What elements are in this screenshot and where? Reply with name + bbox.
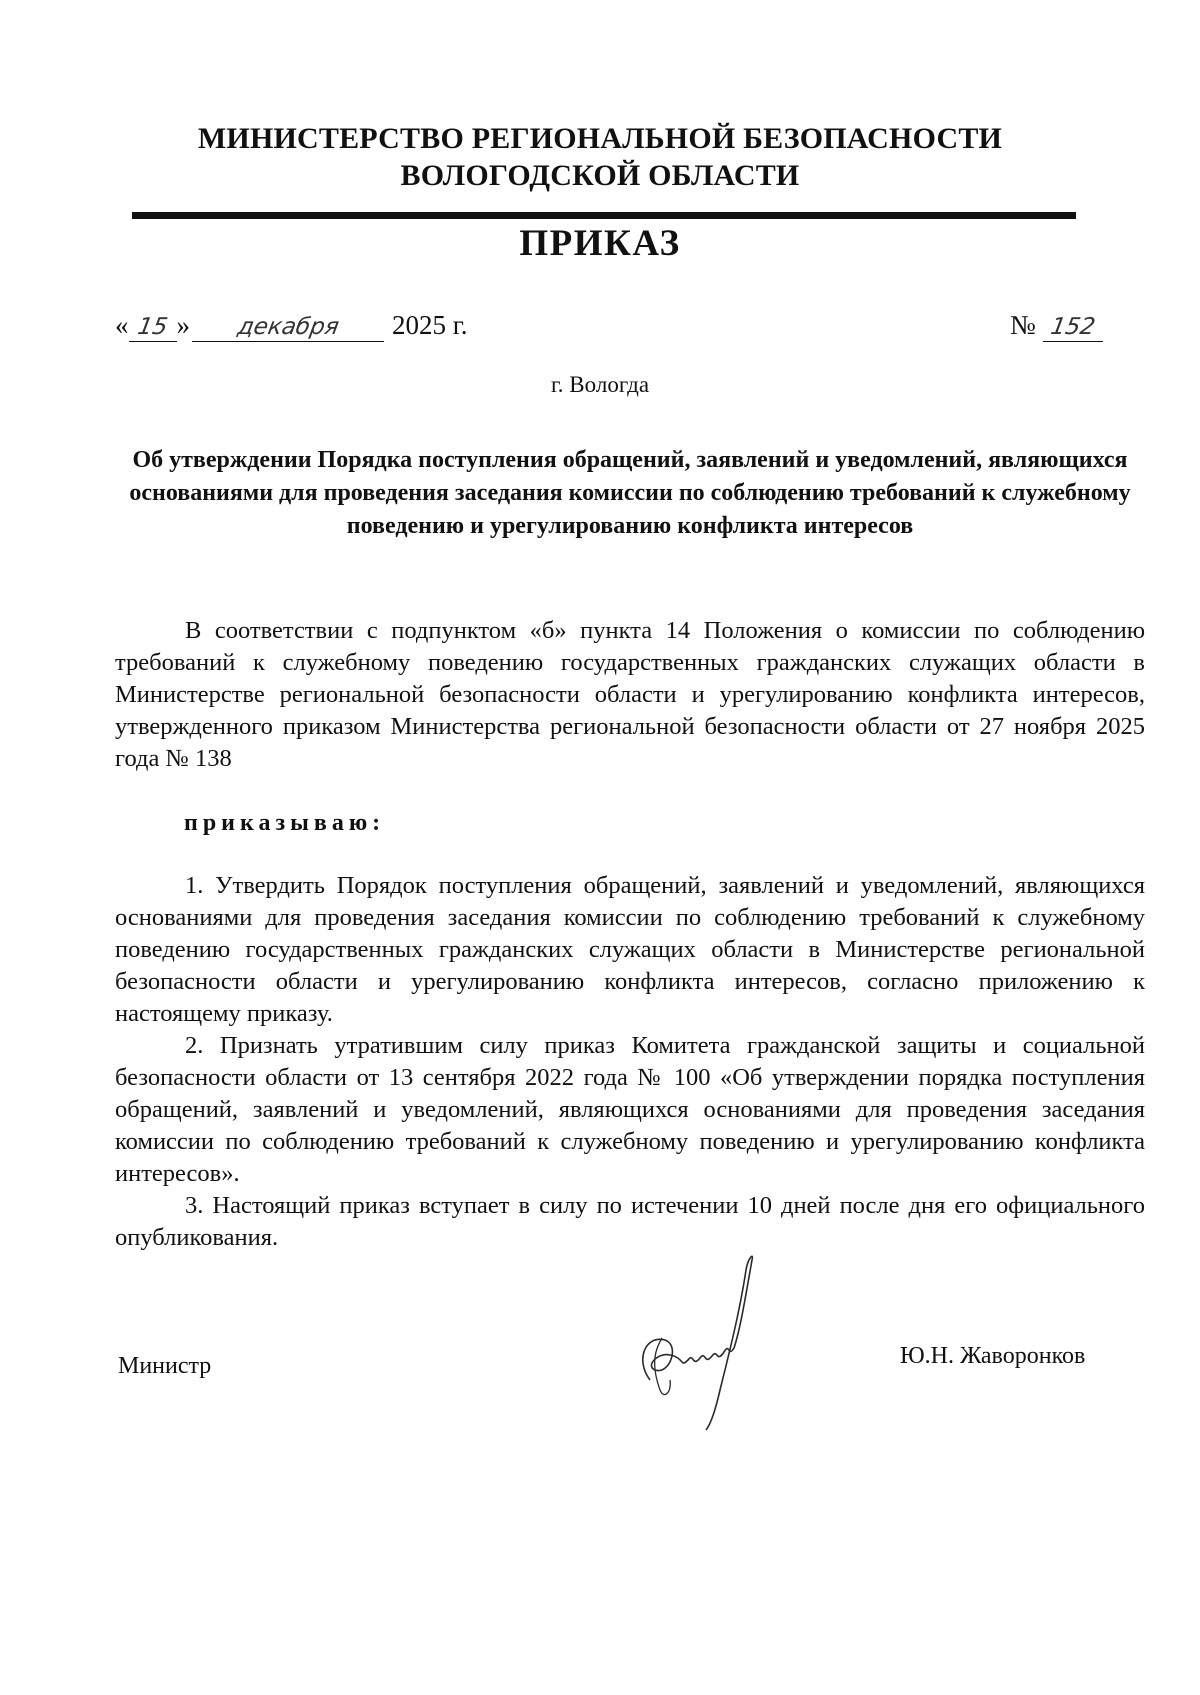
date-day-handwritten: 15 bbox=[135, 314, 170, 340]
preamble bbox=[115, 615, 1145, 775]
document-subject: Об утверждении Порядка поступления обращений, заявлений и уведомлений, являющихся основаниями для проведения заседания комиссии по соблюдению требований к служебному поведению и урегулированию конфликта интересов bbox=[129, 447, 1131, 539]
signatory-title: Министр bbox=[118, 1353, 212, 1379]
signatory-name: Ю.Н. Жаворонков bbox=[900, 1343, 1086, 1369]
order-item-2: 2. Признать утратившим силу приказ Комитета гражданской защиты и социальной безопасности области от 13 сентября 2022 года № 100 «Об утверждении порядка поступления обращений, заявлений и уведомлений, являющихся основаниями для проведения заседания комиссии по соблюдению требований к служебному поведению и урегулированию конфликта интересов». bbox=[115, 1032, 1145, 1187]
document-number bbox=[1010, 310, 1103, 342]
ministry-header bbox=[0, 120, 1200, 194]
date-quote-open: « bbox=[115, 310, 129, 340]
document-date bbox=[115, 310, 468, 342]
number-field bbox=[1043, 310, 1103, 342]
number-handwritten: 152 bbox=[1048, 314, 1097, 340]
date-month-handwritten: декабря bbox=[235, 314, 341, 340]
handwritten-signature bbox=[630, 1240, 770, 1440]
order-items bbox=[115, 870, 1145, 1254]
date-quote-close: » bbox=[176, 310, 190, 340]
city-name: г. Вологда bbox=[550, 372, 650, 397]
ministry-name-line2: ВОЛОГОДСКОЙ ОБЛАСТИ bbox=[400, 159, 800, 192]
date-year: 2025 г. bbox=[392, 310, 468, 340]
document-type-title: ПРИКАЗ bbox=[519, 223, 681, 264]
order-item-1: 1. Утвердить Порядок поступления обращений, заявлений и уведомлений, являющихся основаниями для проведения заседания комиссии по соблюдению требований к служебному поведению государственных гражданских служащих области в Министерстве региональной безопасности области и урегулированию конфликта интересов, согласно приложению к настоящему приказу. bbox=[115, 872, 1145, 1027]
date-day-field bbox=[129, 310, 177, 342]
preamble-text: В соответствии с подпунктом «б» пункта 14 Положения о комиссии по соблюдению требований к служебному поведению государственных гражданских служащих области в Министерстве региональной безопасности области и урегулированию конфликта интересов, утвержденного приказом Министерства региональной безопасности области от 27 ноября 2025 года № 138 bbox=[115, 617, 1145, 772]
order-item-3: 3. Настоящий приказ вступает в силу по истечении 10 дней после дня его официального опубликования. bbox=[115, 1192, 1145, 1251]
number-label: № bbox=[1010, 310, 1036, 340]
ministry-name-line1: МИНИСТЕРСТВО РЕГИОНАЛЬНОЙ БЕЗОПАСНОСТИ bbox=[197, 122, 1003, 155]
decree-word: приказываю: bbox=[184, 810, 386, 836]
header-rule bbox=[132, 212, 1076, 219]
date-month-field bbox=[192, 310, 384, 342]
